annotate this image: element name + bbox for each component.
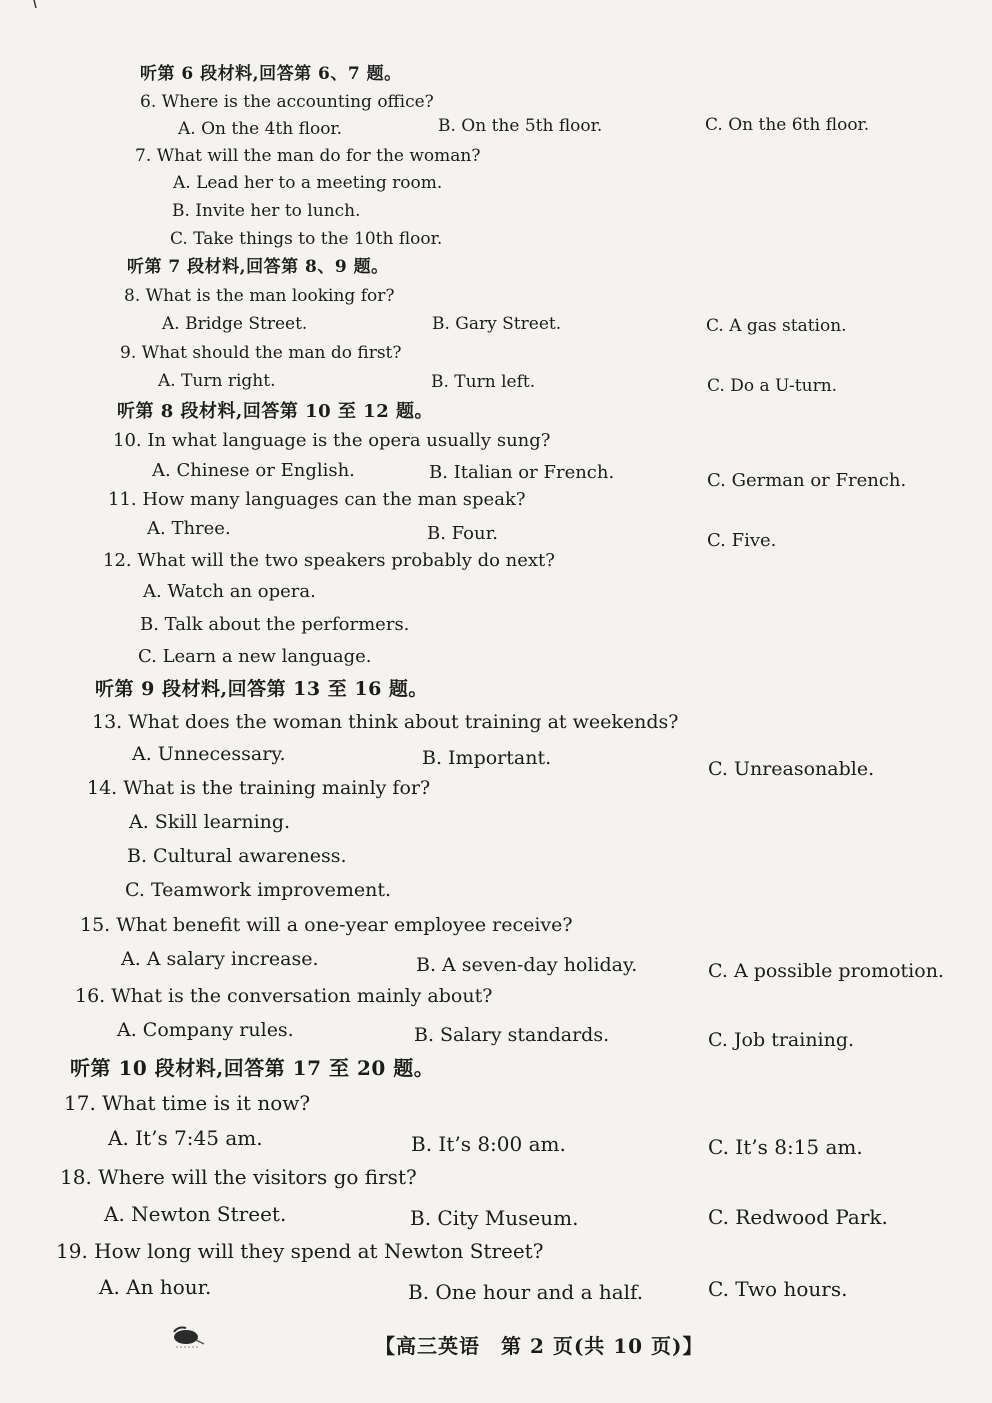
option-b: B. One hour and a half. [408,1280,644,1304]
option-c: C. It’s 8:15 am. [708,1135,863,1159]
question-18: 18. Where will the visitors go first? [60,1165,417,1189]
section-heading: 听第 6 段材料,回答第 6、7 题。 [140,64,402,84]
section-heading: 听第 8 段材料,回答第 10 至 12 题。 [117,401,433,422]
option-c: C. Job training. [708,1029,855,1051]
option-c: C. Teamwork improvement. [125,879,391,901]
option-c: C. Do a U-turn. [707,376,838,396]
option-a: A. Turn right. [158,371,276,391]
question-10: 10. In what language is the opera usually sung? [113,430,551,451]
print-mark-icon [168,1322,208,1352]
question-17: 17. What time is it now? [64,1091,311,1115]
option-b: B. Turn left. [431,372,536,392]
option-b: B. City Museum. [410,1206,579,1230]
question-14: 14. What is the training mainly for? [87,777,431,799]
option-b: B. On the 5th floor. [438,116,603,136]
option-b: B. Cultural awareness. [127,845,347,867]
option-a: A. An hour. [99,1275,212,1299]
option-c: C. Take things to the 10th floor. [170,229,443,249]
option-a: A. Bridge Street. [162,314,308,334]
option-b: B. Invite her to lunch. [172,201,361,221]
option-c: C. Two hours. [708,1277,848,1301]
option-c: C. Redwood Park. [708,1205,888,1229]
option-c: C. Unreasonable. [708,758,875,780]
section-heading: 听第 10 段材料,回答第 17 至 20 题。 [70,1056,435,1080]
option-b: B. Important. [422,747,552,769]
option-c: C. A possible promotion. [708,960,944,982]
option-a: A. Newton Street. [104,1202,287,1226]
question-19: 19. How long will they spend at Newton Street? [56,1239,544,1263]
question-11: 11. How many languages can the man speak? [108,489,526,510]
option-a: A. It’s 7:45 am. [108,1126,263,1150]
question-16: 16. What is the conversation mainly about? [75,985,493,1007]
question-15: 15. What benefit will a one-year employee receive? [80,914,573,936]
question-13: 13. What does the woman think about training at weekends? [92,711,679,733]
option-b: B. Four. [427,523,498,544]
option-c: C. A gas station. [706,316,847,336]
option-b: B. Talk about the performers. [140,614,410,635]
question-8: 8. What is the man looking for? [124,286,395,306]
question-7: 7. What will the man do for the woman? [135,146,481,166]
page-footer: 【高三英语 第 2 页(共 10 页)】 [375,1334,704,1358]
option-a: A. Chinese or English. [152,460,355,481]
option-a: A. Unnecessary. [132,743,286,765]
option-c: C. Five. [707,530,777,551]
option-a: A. A salary increase. [121,948,319,970]
option-c: C. German or French. [707,470,907,491]
option-a: A. Company rules. [117,1019,294,1041]
option-c: C. Learn a new language. [138,646,372,667]
option-b: B. Italian or French. [429,462,615,483]
option-a: A. Lead her to a meeting room. [173,173,443,193]
option-c: C. On the 6th floor. [705,115,870,135]
question-6: 6. Where is the accounting office? [140,92,434,112]
corner-mark [30,0,42,10]
option-a: A. Three. [147,518,231,539]
option-a: A. On the 4th floor. [178,119,343,139]
option-b: B. Gary Street. [432,314,562,334]
question-9: 9. What should the man do first? [120,343,402,363]
option-a: A. Skill learning. [129,811,291,833]
question-12: 12. What will the two speakers probably do next? [103,550,555,571]
section-heading: 听第 7 段材料,回答第 8、9 题。 [127,257,389,277]
option-b: B. Salary standards. [414,1024,610,1046]
section-heading: 听第 9 段材料,回答第 13 至 16 题。 [95,678,428,700]
option-b: B. It’s 8:00 am. [411,1132,566,1156]
option-b: B. A seven-day holiday. [416,954,638,976]
option-a: A. Watch an opera. [143,581,316,602]
